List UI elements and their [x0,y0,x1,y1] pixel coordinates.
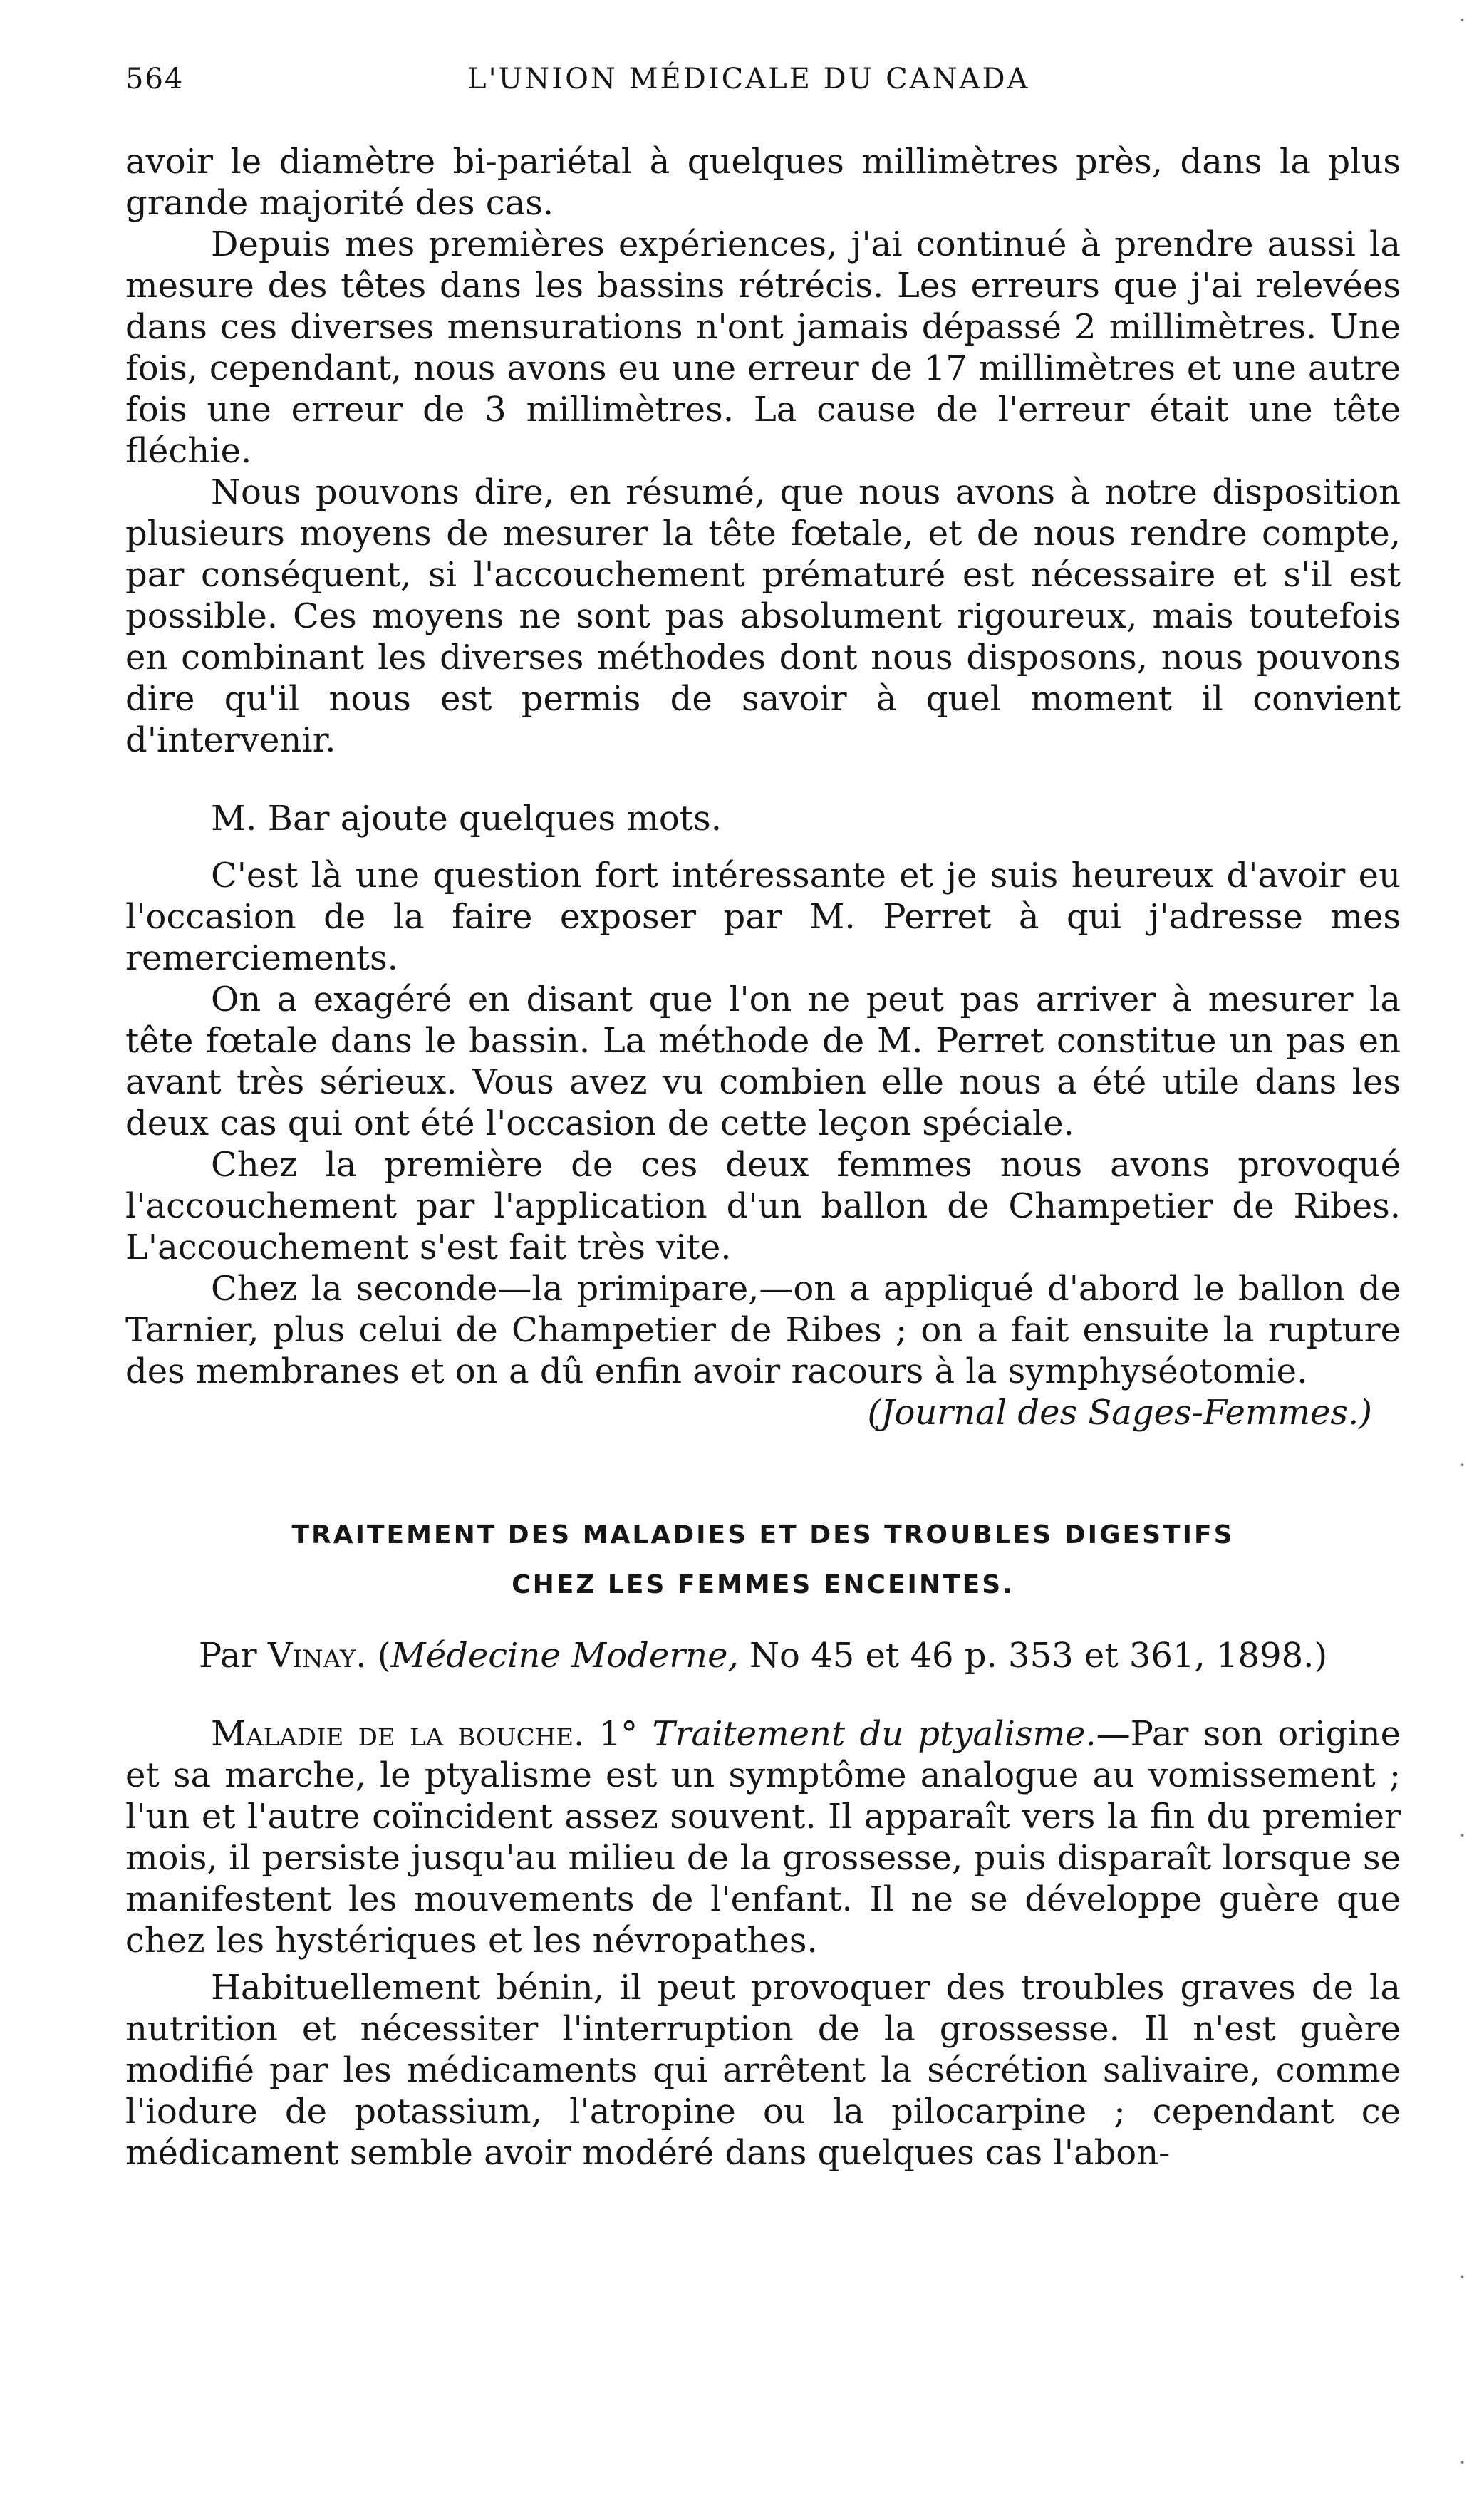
section-title [125,1510,1401,1610]
byline [125,1635,1401,1676]
paragraph-subtitle: Traitement du ptyalisme. [652,1714,1096,1754]
paragraph-first-woman: Chez la première de ces deux femmes nous avons provoqué l'accouchement par l'application d'un ballon de Champetier de Ribes. L'accouchement s'est fait très vite. [125,1145,1401,1267]
scan-edge-marks [1444,0,1465,2497]
scan-speck: · [1459,1824,1465,1847]
paragraph-number: 1° [584,1714,653,1754]
paragraph-question: C'est là une question fort intéressante et je suis heureux d'avoir eu l'occasion de la faire exposer par M. Perret à qui j'adresse mes remerciements. [125,856,1401,978]
section-title-line-1: TRAITEMENT DES MALADIES ET DES TROUBLES DIGESTIFS [291,1520,1235,1549]
paragraph-summary: Nous pouvons dire, en résumé, que nous avons à notre disposition plusieurs moyens de mesurer la tête fœtale, et de nous rendre compte, par conséquent, si l'accouchement prématuré est nécessaire et s'il est possible. Ces moyens ne sont pas absolument rigoureux, mais toutefois en combinant les diverses méthodes dont nous disposons, nous pouvons dire qu'il nous est permis de savoir à quel moment il convient d'intervenir. [125,472,1401,760]
text-block-1 [125,141,1401,761]
scan-speck: · [1459,2451,1465,2474]
page-number: 564 [125,63,185,95]
paragraph-body: —Par son origine et sa marche, le ptyalisme est un symptôme analogue au vomissement ; l'un et l'autre coïncident assez souvent. Il apparaît vers la fin du premier mois, il persiste jusqu'au milieu de la grossesse, puis disparaît lorsque se manifestent les mouvements de l'enfant. Il ne se développe guère que chez les hystériques et les névropathes. [125,1714,1401,1961]
byline-journal: Médecine Moderne, [390,1636,739,1676]
scan-speck: · [1459,2265,1465,2289]
running-title: L'UNION MÉDICALE DU CANADA [467,63,1030,95]
paragraph-ptyalism [125,1713,1401,1961]
paragraph-heading: Maladie de la bouche. [211,1714,585,1754]
scan-speck: · [1459,1453,1465,1477]
paragraph-treatment: Habituellement bénin, il peut provoquer des troubles graves de la nutrition et nécessiter l'interruption de la grossesse. Il n'est guère modifié par les médicaments qui arrêtent la sécrétion salivaire, comme l'iodure de potassium, l'atropine ou la pilocarpine ; cependant ce médicament semble avoir modéré dans quelques cas l'abon- [125,1968,1401,2173]
paragraph-second-woman: Chez la seconde—la primipare,—on a appliqué d'abord le ballon de Tarnier, plus celui de Champetier de Ribes ; on a fait ensuite la rupture des membranes et on a dû enfin avoir racours à la symphyséotomie. [125,1269,1401,1391]
paragraph-bar-remarks: M. Bar ajoute quelques mots. [211,799,722,839]
page-header [125,63,1401,105]
text-block-4 [125,1713,1401,2174]
paragraph-continuation: avoir le diamètre bi-pariétal à quelques millimètres près, dans la plus grande majorité des cas. [125,142,1401,223]
paragraph-experiences: Depuis mes premières expériences, j'ai continué à prendre aussi la mesure des têtes dans les bassins rétrécis. Les erreurs que j'ai relevées dans ces diverses mensurations n'ont jamais dépassé 2 millimètres. Une fois, cependant, nous avons eu une erreur de 17 millimètres et une autre fois une erreur de 3 millimètres. La cause de l'erreur était une tête fléchie. [125,224,1401,471]
byline-open-paren: ( [377,1636,391,1676]
source-citation: (Journal des Sages-Femmes.) [867,1393,1372,1433]
scan-speck: · [1459,9,1465,32]
paragraph-method: On a exagéré en disant que l'on ne peut pas arriver à mesurer la tête fœtale dans le bassin. La méthode de M. Perret constitue un pas en avant très sérieux. Vous avez vu combien elle nous a été utile dans les deux cas qui ont été l'occasion de cette leçon spéciale. [125,980,1401,1143]
byline-prefix: Par [198,1636,268,1676]
text-block-3 [125,855,1401,1433]
byline-author: Vinay. [267,1636,367,1676]
byline-details: No 45 et 46 p. 353 et 361, 1898.) [738,1636,1328,1676]
text-block-2 [125,798,1401,839]
section-title-line-2: CHEZ LES FEMMES ENCEINTES. [512,1570,1015,1599]
